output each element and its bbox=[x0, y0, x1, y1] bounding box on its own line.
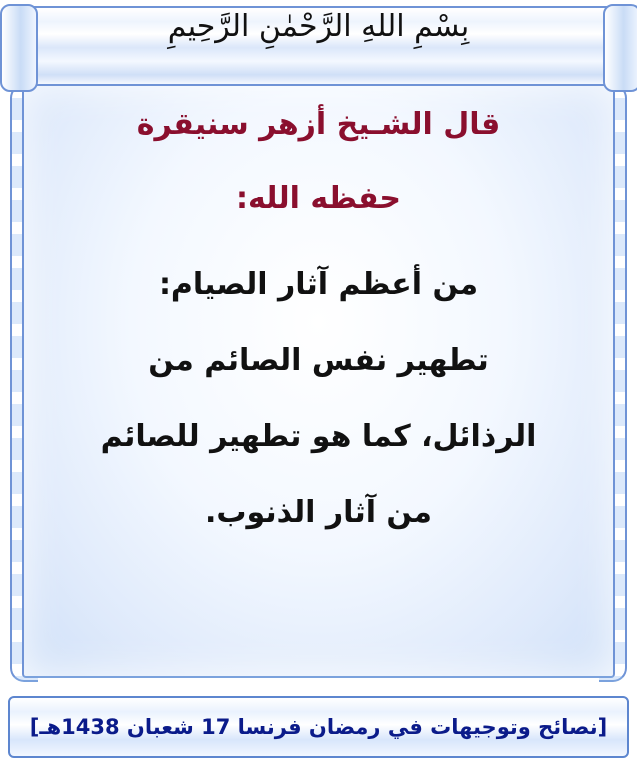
body-line-4: من آثار الذنوب. bbox=[204, 495, 433, 530]
footer-banner bbox=[8, 696, 629, 758]
body-line-3: الرذائل، كما هو تطهير للصائم bbox=[100, 419, 537, 454]
poster-content bbox=[40, 96, 597, 668]
footer-banner-text: [نصائح وتوجيهات في رمضان فرنسا 17 شعبان 1438هـ] bbox=[29, 715, 608, 739]
basmala-text: بِسْمِ اللهِ الرَّحْمٰنِ الرَّحِيمِ bbox=[167, 9, 470, 44]
body-line-1: من أعظم آثار الصيام: bbox=[158, 267, 479, 302]
body-line-2: تطهير نفس الصائم من bbox=[148, 343, 489, 378]
heading-line-1: قال الشـيخ أزهر سنيقرة bbox=[136, 107, 501, 142]
heading-line-2: حفظه الله: bbox=[235, 181, 402, 216]
